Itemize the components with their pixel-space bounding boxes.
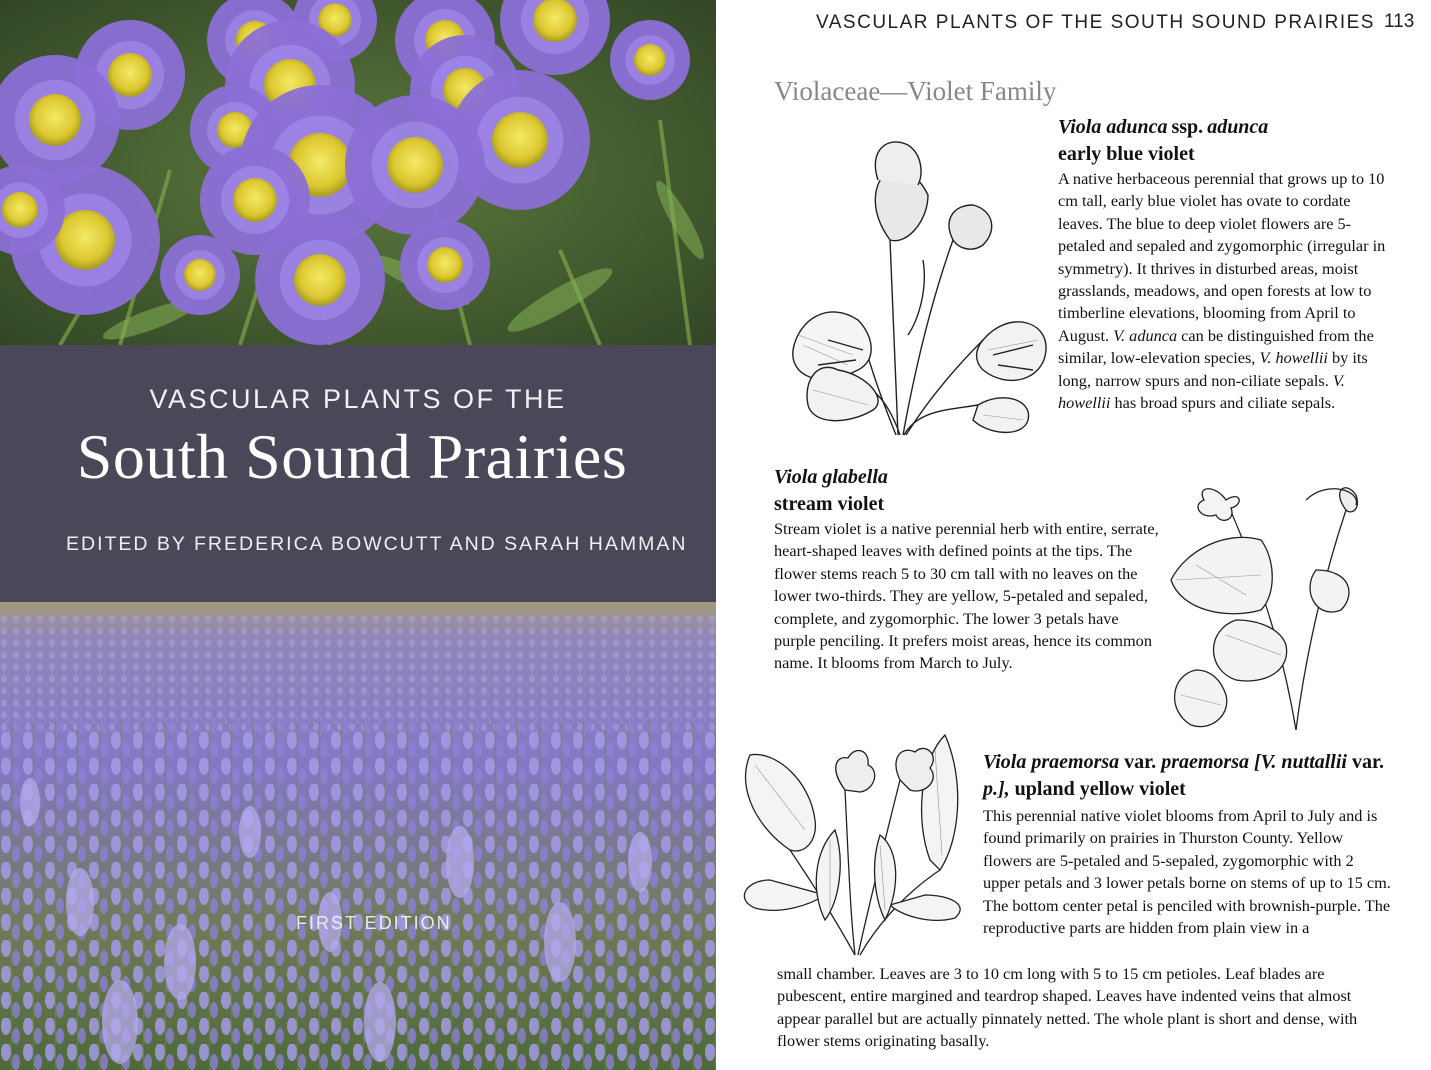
infraspecific-name: adunca [1207, 116, 1269, 138]
page-number: 113 [1384, 11, 1415, 32]
viola-glabella-illustration [1166, 470, 1361, 735]
rank-label: var. [1351, 751, 1385, 773]
aster-flowers-photo [0, 0, 716, 345]
description: A native herbaceous perennial that grows up to 10 cm tall, early blue violet has ovate to cordate leaves. The blue to deep violet flowers are 5-petaled and sepaled and zygomorphic (irregular in symmetry). It thrives in disturbed areas, moist grasslands, meadows, and open forests at low to timberline elevations, blooming from April to August. V. adunca can be distinguished from the similar, low-elevation species, V. howellii by its long, narrow spurs and non-ciliate sepals. V. howellii has broad spurs and ciliate sepals. [1058, 169, 1386, 413]
scientific-name: Viola praemorsa [983, 751, 1120, 773]
common-name: early blue violet [1058, 143, 1195, 165]
viola-adunca-illustration [778, 120, 1053, 445]
cover-title: South Sound Prairies [76, 421, 628, 492]
scientific-name: Viola adunca [1058, 116, 1168, 138]
cover-editors: EDITED BY FREDERICA BOWCUTT AND SARAH HAMMAN [66, 533, 688, 555]
common-name: upland yellow violet [1014, 778, 1186, 800]
camas-prairie-photo [0, 602, 716, 1070]
scientific-name: Viola glabella [774, 466, 888, 488]
description-continued: small chamber. Leaves are 3 to 10 cm long with 5 to 15 cm petioles. Leaf blades are pubescent, entire margined and teardrop shaped. Leaves have indented veins that almost appear parallel but are actually pinnately netted. The whole plant is short and dense, with flower stems originating basally. [777, 964, 1358, 1051]
family-heading: Violaceae—Violet Family [774, 76, 1057, 106]
description: This perennial native violet blooms from April to July and is found primarily on prairies in Thurston County. Yellow flowers are 5-petaled and 5-sepaled, zygomorphic with 2 upper petals and 3 lower petals borne on stems of up to 15 cm. The bottom center petal is penciled with brownish-purple. The reproductive parts are hidden from plain view in a [983, 806, 1391, 938]
running-head: VASCULAR PLANTS OF THE SOUTH SOUND PRAIRIES [816, 12, 1375, 33]
cover-edition: FIRST EDITION [296, 913, 452, 933]
viola-praemorsa-illustration [730, 730, 975, 960]
entry-viola-praemorsa-heading [983, 749, 1393, 803]
entry-viola-adunca [1058, 114, 1394, 414]
entry-viola-glabella [774, 464, 1159, 675]
book-page [716, 0, 1431, 1070]
infraspecific-name: p.], [983, 778, 1010, 800]
cover-series-title: VASCULAR PLANTS OF THE [149, 384, 567, 414]
rank-label: ssp. [1171, 116, 1204, 138]
common-name: stream violet [774, 493, 885, 515]
rank-label: var. [1124, 751, 1157, 773]
description: Stream violet is a native perennial herb with entire, serrate, heart-shaped leaves with defined points at the tips. The flower stems reach 5 to 30 cm tall with no leaves on the lower two-thirds. They are yellow, 5-petaled and sepaled, complete, and zygomorphic. The lower 3 petals have purple penciling. It prefers moist areas, hence its common name. It blooms from March to July. [774, 519, 1159, 673]
infraspecific-name: praemorsa [V. nuttallii [1161, 751, 1347, 773]
